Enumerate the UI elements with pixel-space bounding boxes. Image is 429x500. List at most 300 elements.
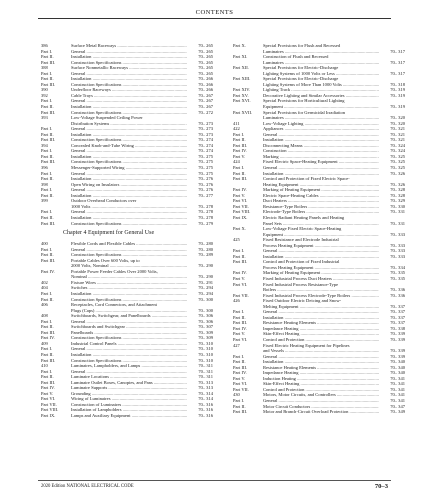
toc-entry-number: Part II. [41,104,54,110]
toc-entry-title: Construction Specifications ..... [71,137,187,143]
toc-entry-page: 70– 337 [390,320,405,326]
toc-entry-number: Part III. [41,59,56,65]
toc-entry-number: 427 [233,342,240,348]
toc-entry-page: 70– 336 [390,287,405,293]
toc-entry-number: Part I. [233,165,245,171]
toc-entry-page: 70– 273 [198,126,213,132]
toc-entry-number: 400 [41,241,48,247]
chapter-heading [41,229,213,238]
toc-entry-title: Distribution Systems ..... [71,121,187,127]
toc-entry-number: Part I. [41,346,53,352]
toc-entry-title: Resistance Heating Elements ..... [263,365,379,371]
toc-entry-number: Part I. [233,248,245,254]
toc-entry-page: 70– 339 [390,353,405,359]
toc-entry-page: 70– 333 [390,253,405,259]
toc-entry-page: 70– 320 [390,115,405,121]
toc-entry-page: 70– 266 [198,87,213,93]
toc-entry-number: Part III. [233,176,248,182]
toc-entry-title: General ..... [71,247,187,253]
toc-entry[interactable] [233,409,405,415]
toc-entry-number: 410 [41,363,48,369]
toc-entry-number: Part II. [41,214,54,220]
toc-entry-title: Panel Sets ..... [263,221,379,227]
toc-entry-title: General ..... [71,71,187,77]
toc-entry-title: Boilers ..... [263,287,379,293]
toc-entry-page: 70– 276 [198,187,213,193]
toc-entry-page: 70– 313 [198,379,213,385]
toc-entry-page: 70– 319 [390,104,405,110]
toc-entry-number: Part V. [233,331,246,337]
toc-entry-title: Luminaires, Lampholders, and Lamps ..... [71,363,187,369]
toc-entry-number: Part I. [41,98,53,104]
toc-entry-number: Part III. [233,320,248,326]
toc-entry-title: Marking ..... [263,154,379,160]
toc-entry-number: Part I. [41,70,53,76]
toc-entry-number: Part V. [41,390,54,396]
toc-entry-number: Part II. [41,176,54,182]
toc-entry-number: Part I. [41,246,53,252]
toc-entry-title: Lamps and Auxiliary Equipment ..... [71,413,187,419]
toc-entry-title: General ..... [263,354,379,360]
toc-entry-page: 70– 331 [390,220,405,226]
toc-entry-page: 70– 331 [390,209,405,215]
footer-rule [38,480,391,481]
toc-entry-number: Part VII. [41,401,57,407]
toc-entry-page: 70– 278 [198,209,213,215]
toc-entry-title: Switches ..... [71,285,187,291]
toc-entry-page: 70– 341 [390,381,405,387]
toc-entry-title: Chapter 4 Equipment for General Use [63,230,155,237]
toc-entry-page: 70– 326 [390,181,405,187]
toc-entry-title: Surface Nonmetallic Raceways ..... [71,65,187,71]
toc-entry-number: Part XIV. [233,87,251,93]
toc-entry-page: 70– 325 [390,159,405,165]
toc-entry-page: 70– 321 [390,137,405,143]
toc-entry-title: 2000 Volts, Nominal ..... [71,263,187,269]
toc-entry-title: Construction Specifications ..... [71,159,187,165]
toc-entry-title: General ..... [71,346,187,352]
toc-entry-number: Part VI. [41,396,56,402]
toc-entry-page: 70– 310 [198,357,213,363]
toc-entry-number: 388 [41,65,48,71]
toc-entry-title: Installation ..... [71,154,187,160]
toc-entry-title: Outdoor Overhead Conductors over [71,198,137,204]
toc-entry-title: Special Provisions for Flush and Recessed [263,43,341,48]
toc-entry-page: 70– 349 [390,409,405,415]
toc-entry-number: Part II. [41,296,54,302]
toc-entry-title: Disconnecting Means ..... [263,143,379,149]
toc-entry-page: 70– 339 [390,331,405,337]
toc-entry-title: Process Heating Equipment ..... [263,265,379,271]
toc-entry-title: General ..... [263,248,379,254]
toc-entry-number: Part VII. [233,292,249,298]
toc-entry-title: Electrode-Type Boilers ..... [263,209,379,215]
toc-entry-page: 70– 347 [390,403,405,409]
toc-entry-title: Marking of Heating Equipment ..... [263,187,379,193]
toc-entry-page: 70– 278 [198,214,213,220]
toc-entry-page: 70– 275 [198,153,213,159]
toc-entry-page: 70– 319 [390,87,405,93]
toc-entry-page: 70– 337 [390,309,405,315]
toc-entry-title: Installation of Lampholders ..... [71,407,187,413]
toc-entry-title: Fixed Electric Space-Heating Equipment ..... [263,159,379,165]
toc-entry-number: Part II. [41,54,54,60]
toc-entry-number: Part V. [233,275,246,281]
toc-entry-title: General ..... [263,398,379,404]
toc-entry-page: 70– 278 [198,203,213,209]
toc-entry-number: 426 [233,298,240,304]
toc-entry-title: Marking of Heating Equipment ..... [263,270,379,276]
toc-entry-page: 70– 273 [198,120,213,126]
toc-entry-title: General ..... [71,126,187,132]
toc-entry-page: 70– 338 [390,325,405,331]
toc-entry-number: Part I. [41,48,53,54]
toc-entry-number: Part I. [233,131,245,137]
toc-entry-number: Part XI. [233,54,248,60]
toc-entry-title: Control and Protection of Fixed Electric Space- [263,176,350,182]
toc-entry-page: 70– 321 [390,131,405,137]
toc-entry-number: Part XVII. [233,109,253,115]
toc-entry-number: Part IV. [41,335,55,341]
toc-entry-number: Part II. [233,170,246,176]
toc-entry-page: 70– 289 [198,252,213,258]
toc-entry-number: Part II. [41,131,54,137]
toc-entry-page: 70– 339 [390,348,405,354]
toc-entry-number: Part I. [41,187,53,193]
toc-entry-number: Part V. [233,192,246,198]
toc-entry-title: Construction Specifications ..... [71,82,187,88]
toc-entry-title: Construction Specifications ..... [71,110,187,116]
toc-entry-page: 70– 265 [198,59,213,65]
toc-entry-page: 70– 294 [198,285,213,291]
toc-entry-title: Electric Space-Heating Cables ..... [263,193,379,199]
toc-entry-page: 70– 276 [198,181,213,187]
toc-entry-page: 70– 275 [198,165,213,171]
toc-entry-number: Part III. [233,409,248,415]
toc-entry-page: 70– 265 [198,65,213,71]
toc-entry-number: Part I. [233,398,245,403]
toc-entry-page: 70– 325 [390,153,405,159]
toc-entry-number: Part I. [233,353,245,359]
toc-entry-title: Switchboards, Switchgear, and Panelboards ..... [71,313,187,319]
toc-entry-number: 394 [41,142,48,148]
toc-entry-number: Part III. [41,109,56,115]
toc-entry-number: Part III. [41,257,56,263]
toc-entry-number: Part III. [41,357,56,363]
toc-entry-title: Installation ..... [71,104,187,110]
toc-entry-page: 70– 294 [198,290,213,296]
toc-entry-number: Part III. [233,142,248,148]
toc-entry-title: Special Provisions for Electric-Discharge [263,65,339,71]
header-rule [38,18,391,19]
toc-entry-title: Electric Radiant Heating Panels and Heating [263,214,345,220]
toc-entry-page: 70– 333 [390,248,405,254]
toc-entry-page: 70– 274 [198,142,213,148]
toc-entry-number: Part I. [41,318,53,324]
toc-entry-title: Construction ..... [263,148,379,154]
toc-entry-title: Fixed Industrial Process Resistance-Type [263,281,339,287]
toc-entry-title: Melting Equipment ..... [263,304,379,310]
toc-entry-page: 70– 324 [390,142,405,148]
toc-entry-page: 70– 314 [198,396,213,402]
toc-entry-title: Luminaire Outlet Boxes, Canopies, and Pans ..... [71,380,187,386]
toc-entry-number: 398 [41,181,48,187]
toc-entry-page: 70– 267 [198,104,213,110]
toc-entry-number: 392 [41,92,48,98]
toc-entry-title: Fixed Outdoor Electric Deicing and Snow- [263,298,342,304]
toc-entry-number: Part IV. [41,268,55,274]
toc-entry-page: 70– 316 [198,413,213,418]
toc-entry-title: Low-Voltage Suspended Ceiling Power [71,115,143,121]
toc-entry-title: Duct Heaters ..... [263,198,379,204]
toc-entry-number: Part III. [41,81,56,87]
toc-entry-number: 404 [41,285,48,291]
toc-entry-title: General ..... [71,369,187,375]
toc-entry-page: 70– 340 [390,359,405,365]
toc-entry-number: Part VI. [233,381,248,387]
toc-entry-title: General ..... [263,165,379,171]
toc-entry-page: 70– 328 [390,187,405,193]
toc-entry-page: 70– 336 [390,292,405,298]
toc-entry-number: Part I. [41,368,53,374]
toc-entry[interactable] [41,413,213,419]
toc-entry-title: Appliances ..... [263,126,379,132]
toc-entry-number: Part III. [233,259,248,265]
toc-entry-title: Installation ..... [71,215,187,221]
toc-entry-number: Part X. [233,226,246,232]
toc-entry-title: Plugs (Caps) ..... [71,308,187,314]
toc-entry-title: Resistance-Type Boilers ..... [263,204,379,210]
toc-entry-page: 70– 330 [390,203,405,209]
toc-entry-page: 70– 311 [198,363,213,369]
toc-entry-title: Installation ..... [263,254,379,260]
toc-entry-title: Installation ..... [71,176,187,182]
toc-entry-number: Part III. [41,329,56,335]
toc-entry-page: 70– 274 [198,148,213,154]
toc-entry-page: 70– 341 [390,392,405,398]
toc-entry-title: Industrial Control Panels ..... [71,341,187,347]
toc-entry-number: 399 [41,198,48,204]
toc-entry-title: Heating Equipment ..... [263,182,379,188]
toc-entry-number: Part I. [233,309,245,315]
toc-entry-number: Part XVI. [233,98,251,104]
toc-entry-page: 70– 341 [390,398,405,403]
toc-entry-page: 70– 309 [198,335,213,341]
toc-entry-title: Cable Trays ..... [71,93,187,99]
toc-entry-title: Impedance Heating ..... [263,370,379,376]
toc-entry-page: 70– 275 [198,170,213,176]
toc-entry-title: Installation ..... [71,132,187,138]
toc-entry-page: 70– 266 [198,81,213,87]
toc-entry-number: Part I. [41,170,53,176]
toc-entry-page: 70– 279 [198,220,213,226]
page-header: CONTENTS [195,9,234,16]
toc-entry-title: General ..... [71,171,187,177]
toc-entry-number: Part VIII. [41,407,59,413]
toc-entry-title: Installation ..... [71,352,187,358]
toc-entry-title: Messenger-Supported Wiring ..... [71,165,187,171]
toc-entry-title: Concealed Knob-and-Tube Wiring ..... [71,143,187,149]
toc-entry-page: 70– 340 [390,364,405,370]
toc-entry-page: 70– 300 [198,307,213,313]
toc-entry-number: Part VIII. [233,209,251,215]
toc-entry-title: Surface Metal Raceways ..... [71,43,187,49]
toc-entry-title: Resistance Heating Elements ..... [263,320,379,326]
toc-entry-number: Part III. [233,364,248,370]
toc-entry-number: 396 [41,165,48,171]
toc-entry-page: 70– 265 [198,70,213,76]
toc-entry-title: Luminaires ..... [263,60,379,66]
toc-entry-page: 70– 310 [198,340,213,346]
toc-entry-number: Part II. [233,314,246,320]
toc-entry-title: Receptacles, Cord Connectors, and Attachment [71,302,157,308]
toc-entry-page: 70– 321 [390,126,405,132]
toc-entry-number: Part II. [41,351,54,357]
toc-entry-number: Part IX. [233,214,248,220]
toc-entry-number: Part IV. [233,325,247,331]
toc-entry-page: 70– 324 [390,148,405,154]
toc-entry-page: 70– 265 [198,48,213,54]
toc-entry-title: Open Wiring on Insulators ..... [71,182,187,188]
footer-edition: 2020 Edition NATIONAL ELECTRICAL CODE [41,484,134,489]
toc-entry-title: Special Provisions for Germicidal Irradiation [263,109,346,115]
toc-entry-number: 408 [41,313,48,319]
toc-entry-page: 70– 334 [390,264,405,270]
toc-entry-number: Part X. [233,43,246,48]
toc-entry-title: Installation ..... [71,193,187,199]
toc-entry-title: Fixed Resistance and Electrode Industrial [263,237,339,243]
toc-entry-title: General ..... [71,319,187,325]
toc-entry-number: 409 [41,340,48,346]
toc-entry-page: 70– 328 [390,192,405,198]
toc-entry-page: 70– 313 [198,385,213,391]
toc-entry-title: Construction Specifications ..... [71,221,187,227]
toc-entry-title: Luminaires ..... [263,115,379,121]
toc-entry-page: 70– 317 [390,48,405,54]
toc-entry-title: Installation ..... [263,359,379,365]
toc-entry-title: Motor Circuit Conductors ..... [263,404,379,410]
toc-entry-page: 70– 307 [198,324,213,330]
toc-entry-page: 70– 311 [198,368,213,374]
toc-entry-title: Skin-Effect Heating ..... [263,381,379,387]
toc-entry-title: Control and Protection ..... [263,387,379,393]
toc-entry-title: Special Provisions for Horticultural Lighting [263,98,345,104]
toc-entry-page: 70– 316 [198,401,213,407]
toc-entry-page: 70– 310 [198,346,213,352]
toc-entry-page: 70– 306 [198,318,213,324]
toc-entry-number: 390 [41,87,48,93]
toc-entry-number: 402 [41,279,48,285]
toc-entry-number: Part IV. [233,148,247,154]
toc-entry-title: Skin-Effect Heating ..... [263,331,379,337]
toc-entry-title: Lighting Systems of More Than 1000 Volts ..... [263,82,379,88]
toc-entry-page: 70– 273 [198,131,213,137]
toc-entry-page: 70– 277 [198,192,213,198]
toc-entry-number: Part II. [41,76,54,82]
toc-entry-number: Part XV. [233,92,249,98]
toc-entry-page: 70– 280 [198,246,213,252]
toc-entry-page: 70– 291 [198,279,213,285]
toc-entry-title: Luminaire Locations ..... [71,374,187,380]
toc-entry-title: Fixed Industrial Process Duct Heaters ..... [263,276,379,282]
toc-entry-title: Impedance Heating ..... [263,326,379,332]
toc-entry-number: Part IX. [41,413,56,418]
toc-right-column [233,43,405,415]
toc-entry-title: Process Heating Equipment ..... [263,243,379,249]
toc-entry-title: General ..... [71,209,187,215]
toc-entry-title: General ..... [71,187,187,193]
toc-entry-title: Switchboards and Switchgear ..... [71,324,187,330]
toc-entry-title: Lighting Track ..... [263,87,379,93]
toc-entry-page: 70– 333 [390,231,405,237]
toc-entry-number: Part VII. [233,203,249,209]
toc-entry-number: Part V. [233,153,246,159]
toc-entry-number: Part II. [41,324,54,330]
toc-entry-title: Luminaire Supports ..... [71,385,187,391]
toc-entry-number: 406 [41,302,48,308]
toc-entry-title: Underfloor Raceways ..... [71,87,187,93]
toc-entry-number: Part I. [41,148,53,154]
toc-entry-page: 70– 337 [390,314,405,320]
toc-entry-number: Part II. [233,359,246,365]
toc-entry-number: Part II. [233,137,246,143]
toc-entry-number: Part III. [41,159,56,165]
toc-entry-number: Part XIII. [233,76,251,82]
toc-entry-number: Part I. [41,209,53,215]
toc-entry-title: Low-Voltage Fixed Electric Space-Heating [263,226,342,232]
toc-entry-title: 1000 Volts ..... [71,204,187,210]
toc-entry-page: 70– 318 [390,81,405,87]
toc-entry-page: 70– 320 [390,120,405,126]
toc-entry-title: Construction of Flush and Recessed [263,54,329,60]
toc-entry-title: Fixture Wires ..... [71,280,187,286]
toc-entry-title: General ..... [71,98,187,104]
toc-entry-number: Part I. [41,290,53,296]
toc-entry-title: Low-Voltage Lighting ..... [263,121,379,127]
toc-entry-number: Part VI. [233,281,248,287]
toc-entry-title: Construction Specifications ..... [71,297,187,303]
toc-entry-number: Part II. [41,252,54,258]
toc-entry-number: Part II. [41,153,54,159]
toc-entry-page: 70– 309 [198,329,213,335]
toc-entry-number: Part VII. [233,386,249,392]
toc-entry-title: Control and Protection of Fixed Industrial [263,259,340,265]
toc-entry-page: 70– 265 [198,43,213,48]
toc-entry-page: 70– 319 [390,92,405,98]
toc-entry-number: Part IV. [233,270,247,276]
toc-entry-title: Installation ..... [263,137,379,143]
toc-entry-page: 70– 335 [390,275,405,281]
toc-entry-title: Decorative Lighting and Similar Accessories ..... [263,93,379,99]
toc-entry-title: Induction Heating ..... [263,376,379,382]
toc-entry-page: 70– 337 [390,303,405,309]
toc-entry-page: 70– 274 [198,137,213,143]
toc-entry-page: 70– 265 [198,54,213,60]
toc-entry-page: 70– 326 [390,170,405,176]
toc-entry-page: 70– 317 [390,59,405,65]
toc-entry-title: and Vessels ..... [263,348,379,354]
toc-entry-page: 70– 341 [390,375,405,381]
toc-entry-title: General ..... [263,309,379,315]
toc-entry-title: Construction Specifications ..... [71,60,187,66]
toc-entry-title: Installation ..... [71,54,187,60]
toc-entry-page: 70– 272 [198,109,213,115]
toc-entry-page: 70– 266 [198,76,213,82]
toc-entry-number: Part II. [233,403,246,409]
toc-entry-number: Part II. [41,374,54,380]
toc-entry-number: Part I. [41,126,53,132]
toc-entry-title: Grounding ..... [71,391,187,397]
